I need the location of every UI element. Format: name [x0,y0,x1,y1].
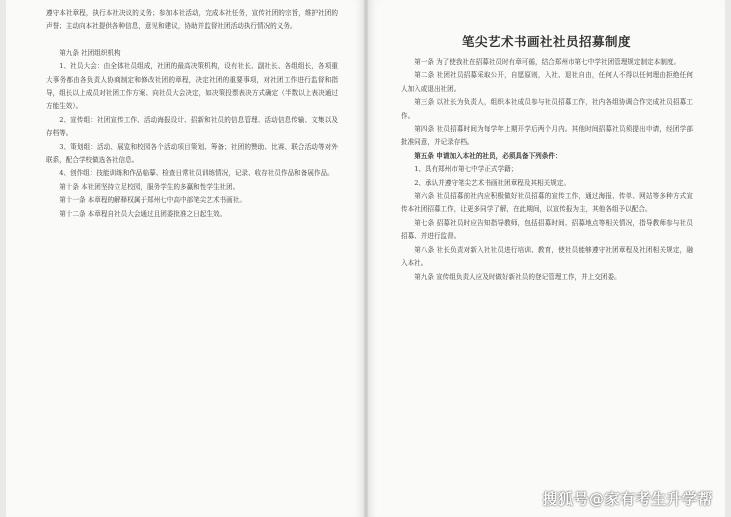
article-paragraph: 第九条 宣传组负责人应及时做好新社员的登记管理工作，并上交团委。 [414,272,621,281]
left-paragraph: 2、宣传组：社团宣传工作、活动海报设计、招新和社员的信息管理、活动信息传输、文集以及存档等。 [46,115,338,138]
right-page-body [401,56,693,284]
article-paragraph: 第五条 申请加入本社的社员，必须具备下列条件： [414,151,562,160]
left-page-body [46,7,338,221]
left-paragraph: 4、创作组：技能训练和作品临摹、检查日常社员训练情况，记录、收存社员作品和备展作品。 [59,169,334,178]
article-paragraph: 第二条 社团社员招募采取公开，自愿原则，入社、退社自由，任何人不得以任何理由拒绝任何人加入或退出社团。 [401,71,693,93]
article-paragraph: 第四条 社员招募时间为每学年上期开学后两个月内。其他时间招募社员须提出申请，经团学部批准同意，并记录存档。 [401,125,693,147]
article-paragraph: 第八条 社长负责对新入社社员进行培训、教育，使社员能够遵守社团章程及社团相关规定，融入本社。 [401,245,693,268]
left-paragraph: 第十条 本社团坚持立足校园，服务学生的多赢和性学生社团。 [59,182,240,191]
left-paragraph: 3、策划组：活动、展览和校园各个活动项目策划、筹备；社团的赞助、比赛、联合活动等对外联系，配合学校做选各社信息。 [46,142,338,165]
right-page [368,0,725,517]
left-paragraph: 第十一条 本章程的解释权属于郑州七中高中部笔尖艺术书画社。 [59,196,246,205]
page-title: 笔尖艺术书画社社员招募制度 [461,34,631,49]
section-heading: 第九条 社团组织机构 [59,48,121,57]
left-page [6,0,364,517]
article-paragraph: 第一条 为了使我社在招募社员时有章可循，结合郑州市第七中学社团管理规定制定本制度。 [414,58,681,66]
article-paragraph: 2、承认并遵守笔尖艺术书画社团章程及其相关规定。 [414,178,571,187]
left-paragraph: 第十二条 本章程自社员大会通过且团委批准之日起生效。 [59,209,227,218]
article-paragraph: 第七条 招募社员时应告知指导教师，包括招募时间、招募地点等相关情况，指导教师参与社员招募、并进行监督。 [401,218,693,241]
left-paragraph: 遵守本社章程，执行本社决议的义务；参加本社活动，完成本社任务，宣传社团的宗旨，维护社团的声誉；主动向本社提供各种信息，意见和建议，协助并监督社团活动执行情况的义务。 [46,9,338,31]
left-paragraph: 1、社员大会：由全体社员组成，社团的最高决策机构，设有社长、副社长、各组组长，各项重大事务都由各负责人协商制定和修改社团的章程，决定社团的重要事项，对社团工作进行监督和指导，组长以上成员对社团工作方案、向社员大会决定，如决策投票表决方式确定（半数以上表决通过方能生效）。 [46,62,338,111]
article-paragraph: 第三条 以社长为负责人，组织本社成员参与社员招募工作，社内各组协调合作完成社员招募工作。 [401,98,693,120]
article-paragraph: 第六条 社员招募前社内应积极做好社员招募的宣传工作，通过海报、传单、网站等多种方式宣传本社团招募工作，让更多同学了解，在此期间，以宣传报为主，其他各组予以配合。 [401,192,693,214]
source-watermark: 搜狐号@家有考生升学帮 [542,490,713,508]
article-paragraph: 1、具有郑州市第七中学正式学籍； [414,165,518,174]
